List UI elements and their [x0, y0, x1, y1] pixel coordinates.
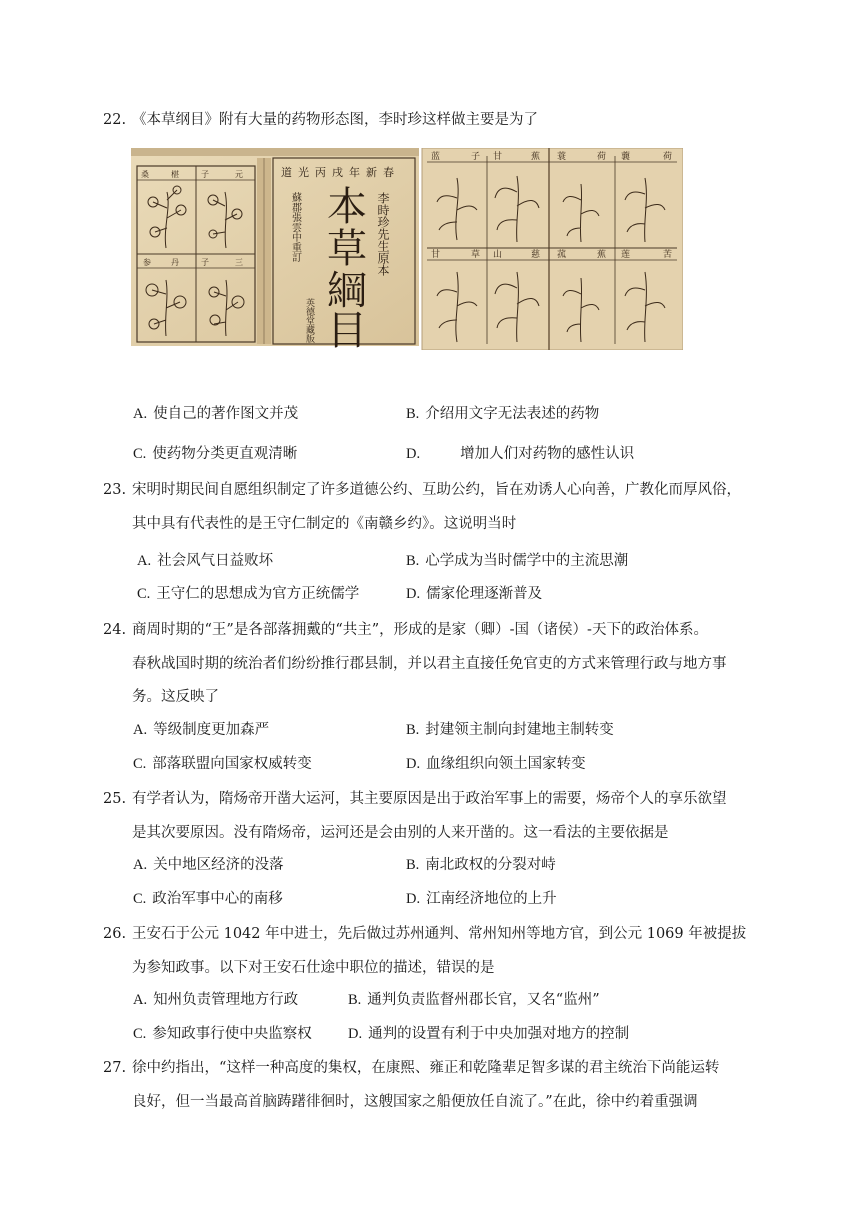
option-d[interactable]	[406, 442, 634, 463]
question-number: 24.	[103, 622, 127, 638]
question-22	[103, 104, 763, 138]
plant-label: 参	[143, 258, 151, 267]
option-text: 参知政事行使中央监察权	[152, 1026, 312, 1042]
question-text-line: 是其次要原因。没有隋炀帝，运河还是会由别的人来开凿的。这一看法的主要依据是	[132, 824, 669, 841]
plant-label: 甘	[493, 152, 503, 162]
option-label: C.	[133, 1026, 147, 1042]
question-text: 《本草纲目》附有大量的药物形态图，李时珍这样做主要是为了	[132, 112, 538, 128]
question-number: 25.	[103, 791, 127, 807]
question-number: 23.	[103, 482, 127, 498]
question-text-line: 王安石于公元 1042 年中进士，先后做过苏州通判、常州知州等地方官，到公元 1069 年被提拔	[132, 926, 747, 942]
plant-label: 山	[493, 250, 503, 260]
plant-label: 草	[471, 250, 481, 260]
plant-label: 甘	[431, 250, 441, 260]
option-label: B.	[406, 722, 420, 738]
option-label: A.	[133, 722, 148, 738]
option-b[interactable]	[348, 988, 600, 1009]
question-text-line: 其中具有代表性的是王守仁制定的《南赣乡约》。这说明当时	[132, 515, 517, 532]
option-text: 增加人们对药物的感性认识	[460, 446, 635, 462]
question-26	[103, 918, 763, 985]
option-label: A.	[133, 992, 148, 1008]
question-24	[103, 614, 763, 715]
option-text: 江南经济地位的上升	[426, 891, 557, 907]
question-27	[103, 1052, 763, 1119]
option-c[interactable]	[133, 1022, 312, 1043]
plant-label: 子	[201, 170, 209, 179]
plant-label: 三	[235, 258, 243, 267]
option-label: B.	[406, 406, 420, 422]
plant-label: 丹	[171, 258, 179, 267]
option-b[interactable]	[406, 718, 614, 739]
question-text-line: 徐中约指出，“这样一种高度的集权，在康熙、雍正和乾隆辈足智多谋的君主统治下尚能运转	[132, 1060, 720, 1076]
option-b[interactable]	[406, 549, 628, 570]
option-c[interactable]	[133, 442, 297, 463]
option-label: D.	[406, 756, 421, 772]
option-text: 通判的设置有利于中央加强对地方的控制	[368, 1026, 630, 1042]
question-number: 26.	[103, 926, 127, 942]
option-text: 社会风气日益败坏	[157, 553, 274, 569]
option-label: B.	[406, 857, 420, 873]
plant-label: 元	[235, 170, 243, 179]
option-label: B.	[406, 553, 420, 569]
option-text: 王守仁的思想成为官方正统儒学	[156, 586, 360, 602]
option-text: 知州负责管理地方行政	[153, 992, 299, 1008]
plant-label: 蓝	[431, 152, 441, 162]
option-text: 介绍用文字无法表述的药物	[425, 406, 600, 422]
option-b[interactable]	[406, 402, 599, 423]
option-text: 通判负责监督州郡长官，又名“监州”	[367, 992, 600, 1008]
question-text-line: 春秋战国时期的统治者们纷纷推行郡县制，并以君主直接任免官吏的方式来管理行政与地方事	[132, 655, 727, 672]
plant-label: 子	[201, 258, 209, 267]
option-text: 等级制度更加森严	[153, 722, 270, 738]
option-d[interactable]	[406, 582, 542, 603]
plant-label: 苦	[663, 250, 673, 260]
option-label: C.	[137, 586, 151, 602]
question-text-line: 良好，但一当最高首脑踌躇徘徊时，这艘国家之船便放任自流了。”在此，徐中约着重强调	[132, 1093, 698, 1110]
option-label: C.	[133, 756, 147, 772]
option-text: 血缘组织向领土国家转变	[426, 756, 586, 772]
option-label: D.	[406, 446, 421, 462]
option-label: D.	[406, 891, 421, 907]
plant-illustration-photo	[422, 148, 683, 350]
option-d[interactable]	[406, 752, 586, 773]
book-header: 道光丙戌年新春	[281, 166, 400, 179]
option-c[interactable]	[137, 582, 359, 603]
option-label: A.	[137, 553, 152, 569]
option-label: C.	[133, 891, 147, 907]
option-d[interactable]	[406, 887, 557, 908]
option-a[interactable]	[133, 988, 298, 1009]
option-label: B.	[348, 992, 362, 1008]
plant-label: 蘘	[621, 152, 631, 162]
plant-label: 菰	[557, 250, 567, 260]
question-25	[103, 783, 763, 850]
option-label: A.	[133, 406, 148, 422]
option-c[interactable]	[133, 887, 283, 908]
book-photos	[131, 148, 683, 350]
title-char: 草	[327, 226, 367, 272]
option-text: 儒家伦理逐渐普及	[426, 586, 543, 602]
plant-label: 蓑	[557, 152, 567, 162]
option-text: 使药物分类更直观清晰	[152, 446, 298, 462]
option-label: C.	[133, 446, 147, 462]
question-23	[103, 474, 763, 541]
book-reviser: 蘇郡張雲中重訂	[289, 192, 301, 262]
question-number: 22.	[103, 112, 127, 128]
bencao-gangmu-images	[131, 148, 683, 350]
book-author: 李時珍先生原本	[376, 192, 390, 276]
question-text-line: 为参知政事。以下对王安石仕途中职位的描述，错误的是	[132, 959, 495, 976]
option-b[interactable]	[406, 853, 556, 874]
option-a[interactable]	[137, 549, 273, 570]
option-a[interactable]	[133, 853, 284, 874]
option-text: 关中地区经济的没落	[153, 857, 284, 873]
book-publisher: 英德堂藏版	[304, 298, 314, 343]
option-text: 政治军事中心的南移	[152, 891, 283, 907]
plant-label: 桑	[141, 170, 149, 179]
option-label: A.	[133, 857, 148, 873]
option-label: D.	[406, 586, 421, 602]
question-text-line: 商周时期的“王”是各部落拥戴的“共主”，形成的是家（卿）-国（诸侯）-天下的政治体系。	[132, 622, 708, 638]
title-char: 本	[327, 184, 367, 230]
question-text-line: 有学者认为，隋炀帝开凿大运河，其主要原因是出于政治军事上的需要，炀帝个人的享乐欲望	[132, 791, 727, 807]
plant-label: 荷	[663, 152, 673, 162]
option-d[interactable]	[348, 1022, 629, 1043]
plant-label: 荷	[597, 152, 607, 162]
option-label: D.	[348, 1026, 363, 1042]
question-text-line: 务。这反映了	[132, 689, 219, 705]
plant-label: 慈	[531, 250, 541, 260]
question-text-line: 宋明时期民间自愿组织制定了许多道德公约、互助公约，旨在劝诱人心向善，广教化而厚风俗，	[132, 482, 741, 498]
question-number: 27.	[103, 1060, 127, 1076]
option-a[interactable]	[133, 718, 269, 739]
plant-label: 蕉	[597, 250, 607, 260]
option-a[interactable]	[133, 402, 298, 423]
plant-label: 莲	[621, 250, 631, 260]
option-c[interactable]	[133, 752, 312, 773]
plant-label: 蕉	[531, 152, 541, 162]
plant-label: 子	[471, 152, 481, 162]
option-text: 南北政权的分裂对峙	[425, 857, 556, 873]
option-text: 使自己的著作图文并茂	[153, 406, 299, 422]
title-char: 綱	[327, 268, 367, 314]
title-char: 目	[327, 308, 367, 350]
option-text: 封建领主制向封建地主制转变	[425, 722, 614, 738]
book-cover-photo	[131, 148, 419, 350]
option-text: 心学成为当时儒学中的主流思潮	[425, 553, 629, 569]
plant-label: 椹	[171, 170, 179, 179]
option-text: 部落联盟向国家权威转变	[152, 756, 312, 772]
